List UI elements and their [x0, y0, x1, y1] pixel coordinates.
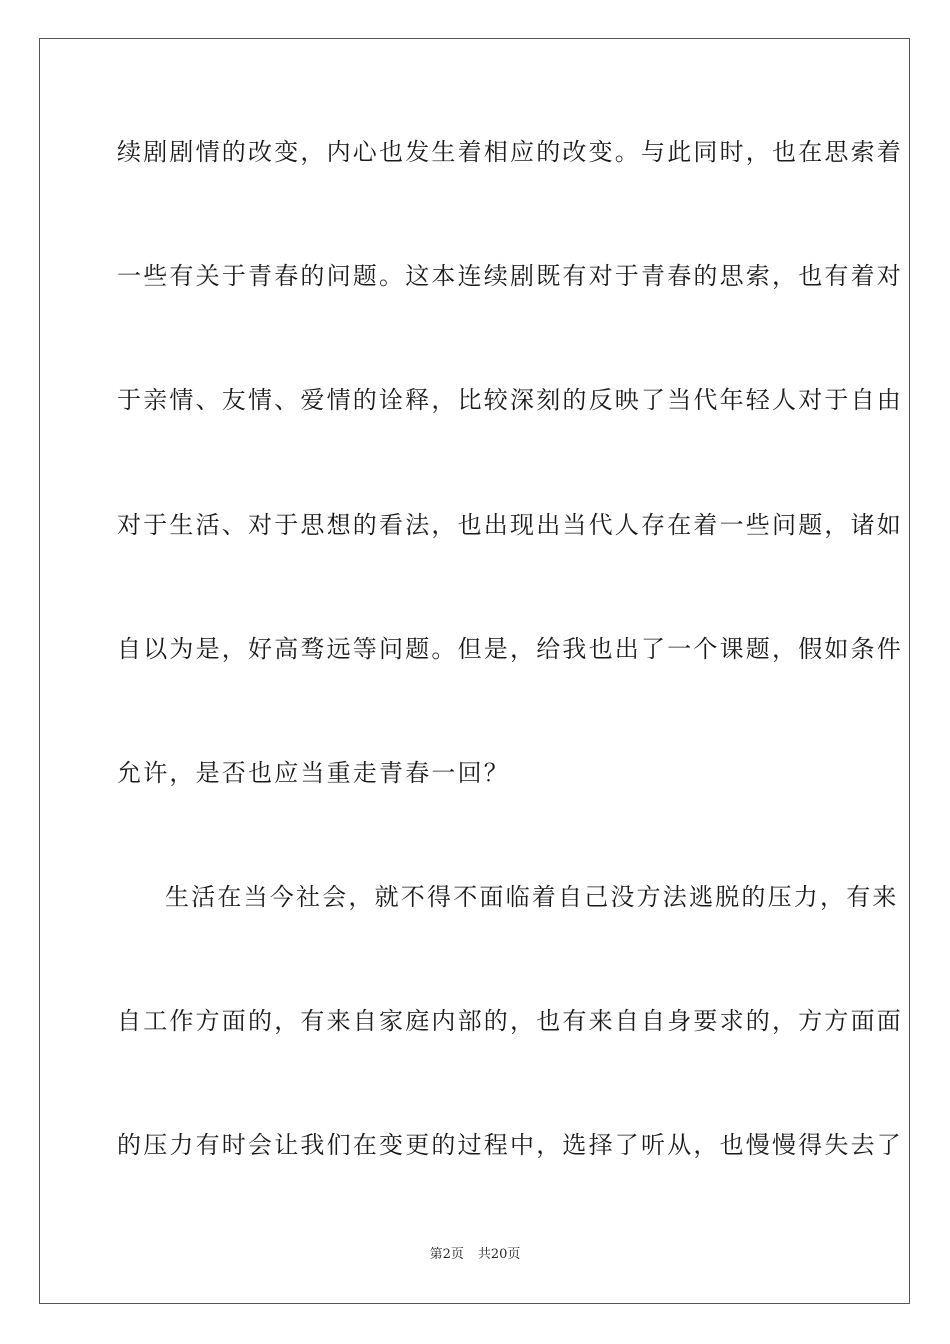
paragraph-start-line: 生活在当今社会，就不得不面临着自己没方法逃脱的压力，有来 — [165, 883, 899, 911]
body-text-line-5: 自以为是，好高骛远等问题。但是，给我也出了一个课题，假如条件 — [117, 635, 903, 663]
body-text-line-8: 自工作方面的，有来自家庭内部的，也有来自自身要求的，方方面面 — [117, 1007, 903, 1035]
body-text-line-1: 续剧剧情的改变，内心也发生着相应的改变。与此同时，也在思索着 — [117, 138, 903, 166]
body-text-line-6: 允许，是否也应当重走青春一回？ — [117, 759, 510, 787]
body-text-line-4: 对于生活、对于思想的看法，也出现出当代人存在着一些问题，诸如 — [117, 511, 903, 539]
body-text-line-9: 的压力有时会让我们在变更的过程中，选择了听从，也慢慢得失去了 — [117, 1131, 903, 1159]
page-number: 第2页 — [429, 1247, 464, 1262]
total-pages: 共20页 — [477, 1247, 521, 1262]
page-border — [39, 38, 910, 1304]
body-text-line-3: 于亲情、友情、爱情的诠释，比较深刻的反映了当代年轻人对于自由 — [117, 386, 903, 414]
body-text-line-2: 一些有关于青春的问题。这本连续剧既有对于青春的思索，也有着对 — [117, 262, 903, 290]
page-footer — [0, 1246, 950, 1264]
